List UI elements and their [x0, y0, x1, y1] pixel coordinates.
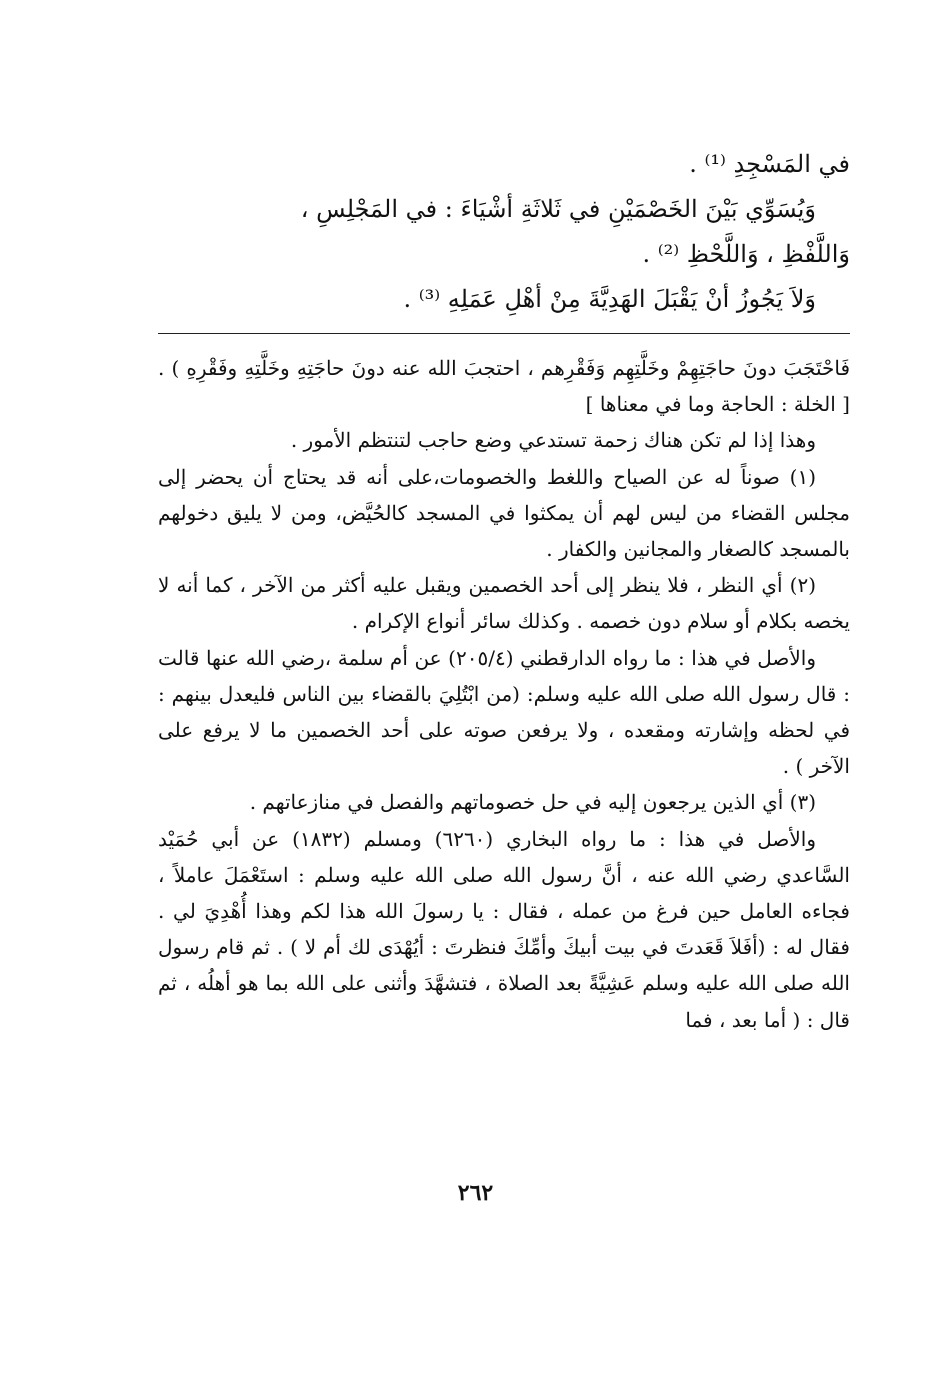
main-text	[158, 142, 850, 322]
footnote-paragraph: والأصل في هذا : ما رواه الدارقطني (٢٠٥/٤) عن أم سلمة ،رضي الله عنها قالت : قال رسول الله صلى الله عليه وسلم: (من ابْتُلِيَ بالقضاء بين الناس فليعدل بينهم : في لحظه وإشارته ومقعده ، ولا يرفعن صوته على أحد الخصمين ما لا يرفع على الآخر ) .	[158, 645, 850, 779]
main-line-4: وَلاَ يَجُوزُ أنْ يَقْبَلَ الهَدِيَّةَ مِنْ أهْلِ عَمَلِهِ ⁽³⁾ .	[403, 285, 816, 313]
footnote-paragraph: والأصل في هذا : ما رواه البخاري (٦٢٦٠) ومسلم (١٨٣٢) عن أبي حُمَيْد السَّاعدي رضي الله عنه ، أنَّ رسول الله صلى الله عليه وسلم : استَعْمَلَ عاملاً ، فجاءه العامل حين فرغ من عمله ، فقال : يا رسولَ الله هذا لكم وهذا أُهْدِيَ لي . فقال له : (أفَلاَ قَعَدتَ في بيت أبيكَ وأمِّكَ فنظرتَ : أيُهْدَى لك أم لا ) . ثم قام رسول الله صلى الله عليه وسلم عَشِيَّةً بعد الصلاة ، فتشهَّدَ وأثنى على الله بما هو أهلُه ، ثم قال : ( أما بعد ، فما	[158, 826, 850, 1032]
main-line-1: في المَسْجِدِ ⁽¹⁾ .	[689, 150, 850, 178]
footnote-paragraph: فَاحْتَجَبَ دونَ حاجَتِهِمْ وخَلَّتِهِم وَفَقْرِهم ، احتجبَ الله عنه دونَ حاجَتِهِ وخَلَّتِهِ وفَقْرِهِ ) . [ الخلة : الحاجة وما في معناها ]	[158, 356, 851, 417]
footnote-divider	[158, 333, 850, 334]
footnotes	[158, 350, 850, 1038]
main-line-3: وَاللَّفْظِ ، وَاللَّحْظِ ⁽²⁾ .	[642, 240, 850, 268]
main-line-2: وَيُسَوِّي بَيْنَ الخَصْمَيْنِ في ثَلاثَةِ أشْيَاءَ : في المَجْلِسِ ،	[300, 195, 816, 223]
page-number: ٢٦٢	[457, 1180, 494, 1206]
footnote-paragraph: وهذا إذا لم تكن هناك زحمة تستدعي وضع حاجب لتنتظم الأمور .	[290, 428, 816, 453]
footnote-2: (٢) أي النظر ، فلا ينظر إلى أحد الخصمين ويقبل عليه أكثر من الآخر ، كما أنه لا يخصه بكلام أو سلام دون خصمه . وكذلك سائر أنواع الإكرام .	[158, 573, 850, 634]
footnote-1: (١) صوناً له عن الصياح واللغط والخصومات،على أنه قد يحتاج أن يحضر إلى مجلس القضاء من ليس لهم أن يمكثوا في المسجد كالحُيَّض، ومن لا يليق دخولهم بالمسجد كالصغار والمجانين والكفار .	[158, 464, 850, 562]
footnote-3: (٣) أي الذين يرجعون إليه في حل خصوماتهم والفصل في منازعاتهم .	[249, 790, 816, 815]
